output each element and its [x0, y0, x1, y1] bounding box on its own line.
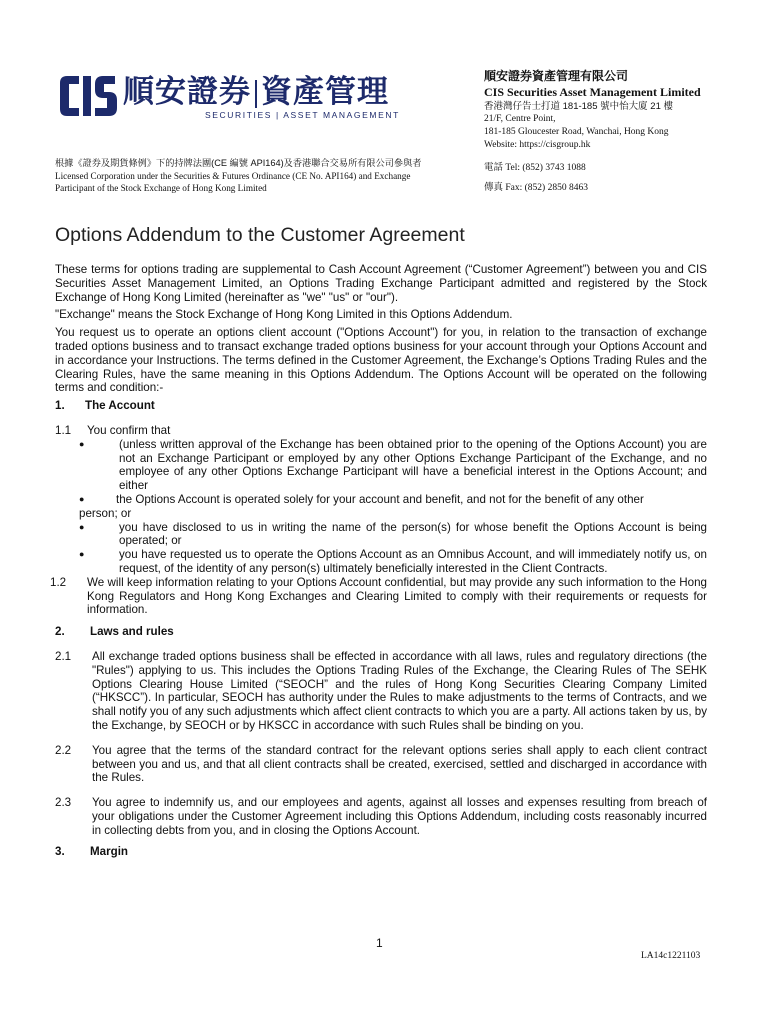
- website: Website: https://cisgroup.hk: [484, 140, 591, 150]
- address-line-2: 181-185 Gloucester Road, Wanchai, Hong Kong: [484, 127, 669, 137]
- logo-chinese-text: 順安證券 資產管理: [123, 74, 389, 109]
- list-item: ● you have requested us to operate the Options Account as an Omnibus Account, and will immediately notify us, on request, of the identity of any person(s) ultimately beneficially interested in the Client Contracts.: [79, 548, 707, 575]
- company-logo: [57, 72, 400, 124]
- logo-english-text: SECURITIES | ASSET MANAGEMENT: [205, 110, 400, 120]
- intro-paragraph-1: These terms for options trading are supplemental to Cash Account Agreement (“Customer Agreement”) between you and CIS Securities Asset Management Limited, an Options Trading Exchange Participant admitted and registered by the Stock Exchange of Hong Kong Limited (hereinafter as "we" "us" or "our").: [55, 263, 707, 304]
- license-en-2: Participant of the Stock Exchange of Hong Kong Limited: [55, 183, 267, 193]
- bullet-dot-icon: ●: [79, 521, 85, 532]
- page-number: 1: [376, 936, 383, 950]
- license-cn: 根據《證券及期貨條例》下的持牌法團(CE 編號 API164)及香港聯合交易所有限公司參與者: [55, 158, 422, 168]
- list-item-continuation: person; or: [79, 506, 132, 520]
- contact-info: [484, 158, 588, 198]
- clause-1-1: 1.1 You confirm that: [55, 423, 171, 437]
- document-reference: LA14c1221103: [641, 951, 701, 961]
- company-name-cn: 順安證券資產管理有限公司: [484, 69, 629, 83]
- intro-paragraph-3: You request us to operate an options client account ("Options Account") for you, in relation to the transaction of exchange traded options business and to transact exchange traded options business for your account through your Options Account and in accordance your Instructions. The terms defined in the Customer Agreement, the Exchange’s Options Trading Rules and the Clearing Rules, have the same meaning in this Options Addendum. The Options Account will be operated on the following terms and condition:-: [55, 326, 707, 395]
- document-body: [50, 263, 707, 859]
- clause-2-2: 2.2 You agree that the terms of the standard contract for the relevant options series shall apply to each client contract between you and us, and that all client contracts shall be created, exercised, settled and discharged in accordance with the Rules.: [55, 743, 707, 785]
- intro-paragraph-2: "Exchange" means the Stock Exchange of Hong Kong Limited in this Options Addendum.: [55, 308, 513, 322]
- clause-2-3: 2.3 You agree to indemnify us, and our employees and agents, against all losses and expenses resulting from breach of your obligations under the Customer Agreement including this Options Addendum, including costs reasonably incurred in collecting debts from you, and in closing the Options Account.: [55, 796, 707, 837]
- address-line-1: 21/F, Centre Point,: [484, 114, 556, 124]
- document-title: Options Addendum to the Customer Agreement: [55, 224, 465, 246]
- company-info: [484, 68, 744, 152]
- section-3-heading: 3. Margin: [55, 845, 129, 859]
- company-name-en: CIS Securities Asset Management Limited: [484, 85, 701, 99]
- list-item: ● the Options Account is operated solely for your account and benefit, and not for the benefit of any other: [79, 492, 644, 506]
- bullet-dot-icon: ●: [79, 438, 85, 449]
- license-statement: [55, 157, 475, 195]
- logo-divider: [255, 80, 257, 108]
- cis-logo-mark-icon: [57, 72, 119, 120]
- clause-1-2: 1.2 We will keep information relating to your Options Account confidential, but may provide any such information to the Hong Kong Regulators and Hong Kong Exchanges and Clearing Limited to comply with their requirements or requests for information.: [50, 575, 707, 617]
- section-1-heading: 1. The Account: [55, 399, 155, 413]
- section-2-heading: 2. Laws and rules: [55, 625, 174, 639]
- clause-2-1: 2.1 All exchange traded options business shall be effected in accordance with all laws, rules and regulatory directions (the "Rules") applying to us. This includes the Options Trading Rules of the Exchange, the Clearing Rules of The SEHK Options Clearing House Limited (“SEOCH” and the rules of Hong Kong Securities Clearing Company Limited (“HKSCC”). In particular, SEOCH has authority under the Rules to make adjustments to the terms of Contracts, and we shall notify you of any such adjustments which affect client contracts to which you are a party. All actions taken by us, by the Exchange, by SEOCH or by HKSCC in accordance with such Rules shall be binding on you.: [55, 649, 707, 732]
- address-cn: 香港灣仔告士打道 181-185 號中怡大廈 21 樓: [484, 101, 673, 112]
- fax: 傳真 Fax: (852) 2850 8463: [484, 183, 588, 193]
- telephone: 電話 Tel: (852) 3743 1088: [484, 163, 586, 173]
- bullet-dot-icon: ●: [79, 493, 85, 504]
- list-item: ● you have disclosed to us in writing the name of the person(s) for whose benefit the Options Account is being operated; or: [79, 520, 707, 548]
- bullet-dot-icon: ●: [79, 549, 85, 560]
- list-item: ● (unless written approval of the Exchange has been obtained prior to the opening of the Options Account) you are not an Exchange Participant or employed by any other Options Exchange Participant of the Exchange, and no employee of any other Options Exchange Participant will have a beneficial interest in the Options Account; and either: [79, 437, 707, 493]
- license-en-1: Licensed Corporation under the Securities & Futures Ordinance (CE No. API164) and Exchange: [55, 170, 411, 181]
